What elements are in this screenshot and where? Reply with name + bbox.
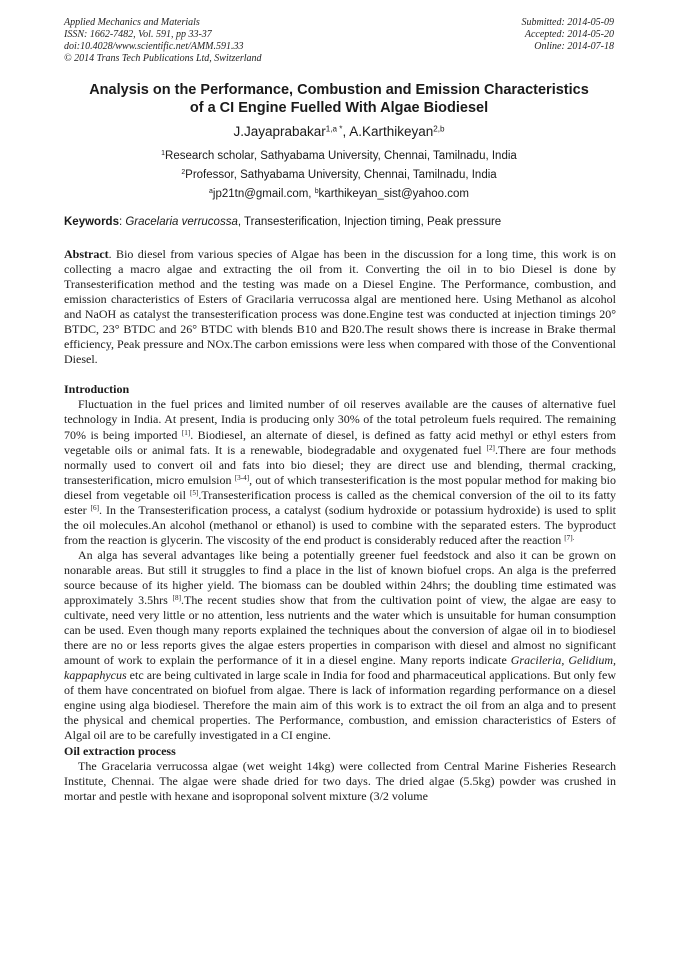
affiliation-2-sup: 2 <box>181 169 186 177</box>
email-b: karthikeyan_sist@yahoo.com <box>318 188 469 200</box>
journal-copyright: © 2014 Trans Tech Publications Ltd, Switzerland <box>64 53 262 64</box>
abstract-text: . Bio diesel from various species of Algae has been in the discussion for a long time, this work is on collecting a macro algae and extracting the oil from it. Converting the oil in to bio Diesel is done by Transesterification method and the testing was made on a Diesel Engine. The Performance, combustion, and emission characteristics of Esters of Gracilaria verrucossa algal are mentioned here. Using Methanol as alcohol and NaOH as catalyst the transesterification process was done.Engine test was conducted at injection timings 20° BTDC, 23° BTDC and 26° BTDC with blends B10 and B20.The result shows there is increase in Brake thermal efficiency, Peak pressure and NOx.The carbon emissions were less when compared with those of the Conventional Diesel. <box>64 247 616 367</box>
oil-extraction-paragraph: The Gracelaria verrucossa algae (wet weight 14kg) were collected from Central Marine Fisheries Research Institute, Chennai. The algae were shade dried for two days. The dried algae (5.5kg) powder was crushed in mortar and pestle with hexane and isoproponal solvent mixture (3/2 volume <box>64 758 616 803</box>
journal-issn: ISSN: 1662-7482, Vol. 591, pp 33-37 <box>64 29 212 40</box>
affiliation-1-text: Research scholar, Sathyabama University, Chennai, Tamilnadu, India <box>165 150 517 162</box>
keywords-label: Keywords <box>64 216 119 228</box>
abstract-label: Abstract <box>64 247 109 261</box>
submitted-date: Submitted: 2014-05-09 <box>521 17 614 28</box>
journal-doi: doi:10.4028/www.scientific.net/AMM.591.33 <box>64 41 244 52</box>
author-emails <box>40 187 638 201</box>
title-line-2: of a CI Engine Fuelled With Algae Biodiesel <box>189 100 489 116</box>
affiliation-2-text: Professor, Sathyabama University, Chennai, Tamilnadu, India <box>185 169 497 181</box>
keywords-colon: : <box>118 216 126 228</box>
introduction-paragraph-2: An alga has several advantages like being a potentially greener fuel feedstock and also it can be grown on nonarable areas. But still it struggles to find a place in the list of known biofuel crops. An alga is the preferred source because of its higher yield. The biomass can be doubled within 24hrs; the doubling time estimated was approximately 3.5hrs [8].The recent studies show that from the cultivation point of view, the algae are easy to cultivate, need very little or no attention, less nutrients and the water which is unsuitable for human consumption can be used. Even though many reports explained the techniques about the conversion of algae oil in to biodiesel there are no or less reports gives the algae esters properties in comparison with diesel and almost no significant amount of work to explain the performance of it in a diesel engine. Many reports indicate Gracileria, Gelidium, kappaphycus etc are being cultivated in large scale in India for food and pharmaceutical applications. But only few of them have concentrated on biofuel from algae. There is lack of information regarding performance on a diesel engine using alga biodiesel. Therefore the main aim of this work is to extract the oil from an alga and to present the physical and chemical properties. The Performance, combustion, and emission characteristics of Esters of Algal oil are to be carefully investigated in a CI engine. <box>64 547 617 743</box>
author-2-sup: 2,b <box>433 124 445 134</box>
paper-body <box>64 247 616 804</box>
citation: [2] <box>486 443 495 452</box>
accepted-date: Accepted: 2014-05-20 <box>524 29 614 40</box>
email-a: jp21tn@gmail.com, <box>212 188 315 200</box>
author-1-name: J.Jayaprabakar <box>233 124 326 139</box>
citation: [3-4] <box>234 473 250 482</box>
email-b-sup: b <box>314 188 319 196</box>
author-separator: , <box>342 124 350 139</box>
introduction-heading: Introduction <box>64 382 130 397</box>
affiliation-1 <box>40 149 638 163</box>
citation: [5] <box>189 488 199 497</box>
affiliation-2 <box>40 168 638 182</box>
abstract <box>64 247 616 367</box>
author-1-sup: 1,a * <box>325 124 343 134</box>
keywords <box>64 215 616 230</box>
citation: [7]. <box>564 533 575 542</box>
email-a-sup: a <box>209 188 213 196</box>
author-2-name: A.Karthikeyan <box>349 124 434 139</box>
authors <box>40 124 638 140</box>
title-line-1: Analysis on the Performance, Combustion and Emission Characteristics <box>89 82 589 98</box>
paper-title <box>40 81 638 117</box>
oil-extraction-heading: Oil extraction process <box>64 743 176 758</box>
keywords-italic: Gracelaria verrucossa <box>125 216 238 228</box>
journal-name: Applied Mechanics and Materials <box>64 17 200 28</box>
affiliation-1-sup: 1 <box>161 150 166 158</box>
journal-info <box>64 17 262 65</box>
citation: [1] <box>181 428 191 437</box>
citation: [6] <box>90 503 100 512</box>
submission-dates <box>522 17 615 53</box>
online-date: Online: 2014-07-18 <box>534 41 614 52</box>
keywords-rest: , Transesterification, Injection timing, Peak pressure <box>237 216 502 228</box>
citation: [8] <box>172 594 182 603</box>
introduction-paragraph-1: Fluctuation in the fuel prices and limited number of oil reserves available are the causes of alternative fuel technology in India. At present, India is producing only 30% of the total petroleum fuels required. The remaining 70% is being imported [1]. Biodiesel, an alternate of diesel, is defined as fatty acid methyl or ethyl esters from vegetable oils or animal fats. It is a renewable, biodegradable and oxygenated fuel [2].There are four methods normally used to convert oil and fats into bio diesel; they are direct use and blending, thermal cracking, transesterification, micro emulsion [3-4], out of which transesterification is the most popular method for making bio diesel from vegetable oil [5].Transesterification process is called as the chemical conversion of the oil to its fatty ester [6]. In the Transesterification process, a catalyst (sodium hydroxide or potassium hydroxide) is used to split the oil molecules.An alcohol (methanol or ethanol) is used to combine with the separated esters. The byproduct from the reaction is glycerin. The viscosity of the end product is considerably reduced after the reaction $^{[7].}$ <box>64 397 617 547</box>
